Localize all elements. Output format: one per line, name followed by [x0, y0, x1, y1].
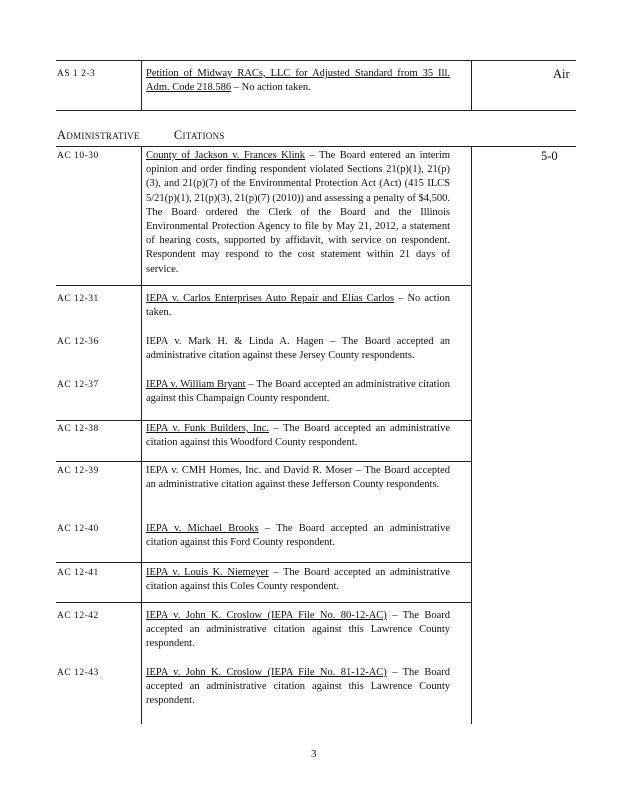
entry-ac-12-37: [146, 378, 450, 406]
entry-title: IEPA v. Louis K. Niemeyer: [146, 567, 269, 578]
entry-text: – The Board accepted an administrative citation against this Champaign County respondent.: [146, 379, 451, 405]
entry-title: IEPA v. John K. Croslow (IEPA File No. 81-12-AC): [146, 667, 387, 678]
vote-air: Air: [553, 67, 570, 81]
docket-ac-12-42: AC 12-42: [57, 611, 99, 621]
entry-text: – The Board accepted an administrative citation against this Coles County respondent.: [146, 567, 450, 593]
entry-text: – The Board accepted an administrative citation against this Lawrence County respondent.: [146, 667, 450, 707]
page-number: 3: [311, 748, 317, 760]
entry-text: – No action taken.: [231, 82, 311, 94]
entry-title: Petition of Midway RACs, LLC for Adjusted Standard from 35 Ill. Adm. Code 218.586: [146, 68, 450, 94]
entry-title: IEPA v. Michael Brooks: [146, 523, 259, 534]
entry-text: – The Board accepted an administrative citation against this Ford County respondent.: [146, 523, 450, 549]
entry-ac-12-42: [146, 609, 450, 652]
entry-title: IEPA v. John K. Croslow (IEPA File No. 80-12-AC): [146, 610, 387, 621]
docket-ac-12-40: AC 12-40: [57, 524, 99, 534]
entry-text: IEPA v. CMH Homes, Inc. and David R. Moser – The Board accepted an administrative citation against these Jefferson County respondents.: [146, 465, 450, 491]
docket-ac-12-41: AC 12-41: [57, 568, 99, 578]
entry-ac-12-43: [146, 666, 450, 709]
docket-ac-12-43: AC 12-43: [57, 668, 99, 678]
entry-title: IEPA v. Carlos Enterprises Auto Repair and Elias Carlos: [146, 293, 395, 304]
entry-ac-12-39: [146, 464, 450, 492]
entry-ac-10-30: [146, 149, 450, 277]
entry-text: – No action taken.: [146, 293, 450, 319]
entry-ac-12-31: [146, 292, 450, 320]
entry-midway: [146, 67, 450, 95]
vote-5-0: 5-0: [541, 149, 558, 163]
docket-as-12-3: AS 1 2-3: [57, 69, 96, 79]
docket-ac-12-36: AC 12-36: [57, 337, 99, 347]
entry-ac-12-41: [146, 566, 450, 594]
entry-ac-12-36: [146, 335, 450, 363]
entry-text: – The Board accepted an administrative citation against this Woodford County respondent.: [146, 423, 451, 449]
docket-ac-12-39: AC 12-39: [57, 466, 99, 476]
entry-text: – The Board entered an interim opinion and order finding respondent violated Sections 21(p)(1), 21(p)(3), and 21(p)(7) of the Environmental Protection Act (Act) (415 ILCS 5/21(p)(1), 21(p)(3), 21(p)(7) (2010)) and assessing a penalty of $4,500. The Board ordered the Clerk of the Board and the Illinois Environmental Protection Agency to file by May 21, 2012, a statement of hearing costs, supported by affidavit, with service on respondent. Respondent may respond to the cost statement within 21 days of service.: [146, 150, 450, 275]
section-heading: ADMINISTRATIVE CITATIONS: [57, 128, 225, 142]
docket-ac-12-38: AC 12-38: [57, 424, 99, 434]
docket-ac-12-37: AC 12-37: [57, 380, 99, 390]
entry-title: IEPA v. William Bryant: [146, 379, 246, 390]
entry-title: County of Jackson v. Frances Klink: [146, 150, 306, 161]
entry-text: IEPA v. Mark H. & Linda A. Hagen – The Board accepted an administrative citation against these Jersey County respondents.: [146, 336, 450, 362]
docket-ac-12-31: AC 12-31: [57, 294, 99, 304]
docket-ac-10-30: AC 10-30: [57, 151, 99, 161]
entry-text: – The Board accepted an administrative citation against this Lawrence County respondent.: [146, 610, 450, 650]
entry-ac-12-40: [146, 522, 450, 550]
entry-title: IEPA v. Funk Builders, Inc.: [146, 423, 269, 434]
entry-ac-12-38: [146, 422, 450, 450]
